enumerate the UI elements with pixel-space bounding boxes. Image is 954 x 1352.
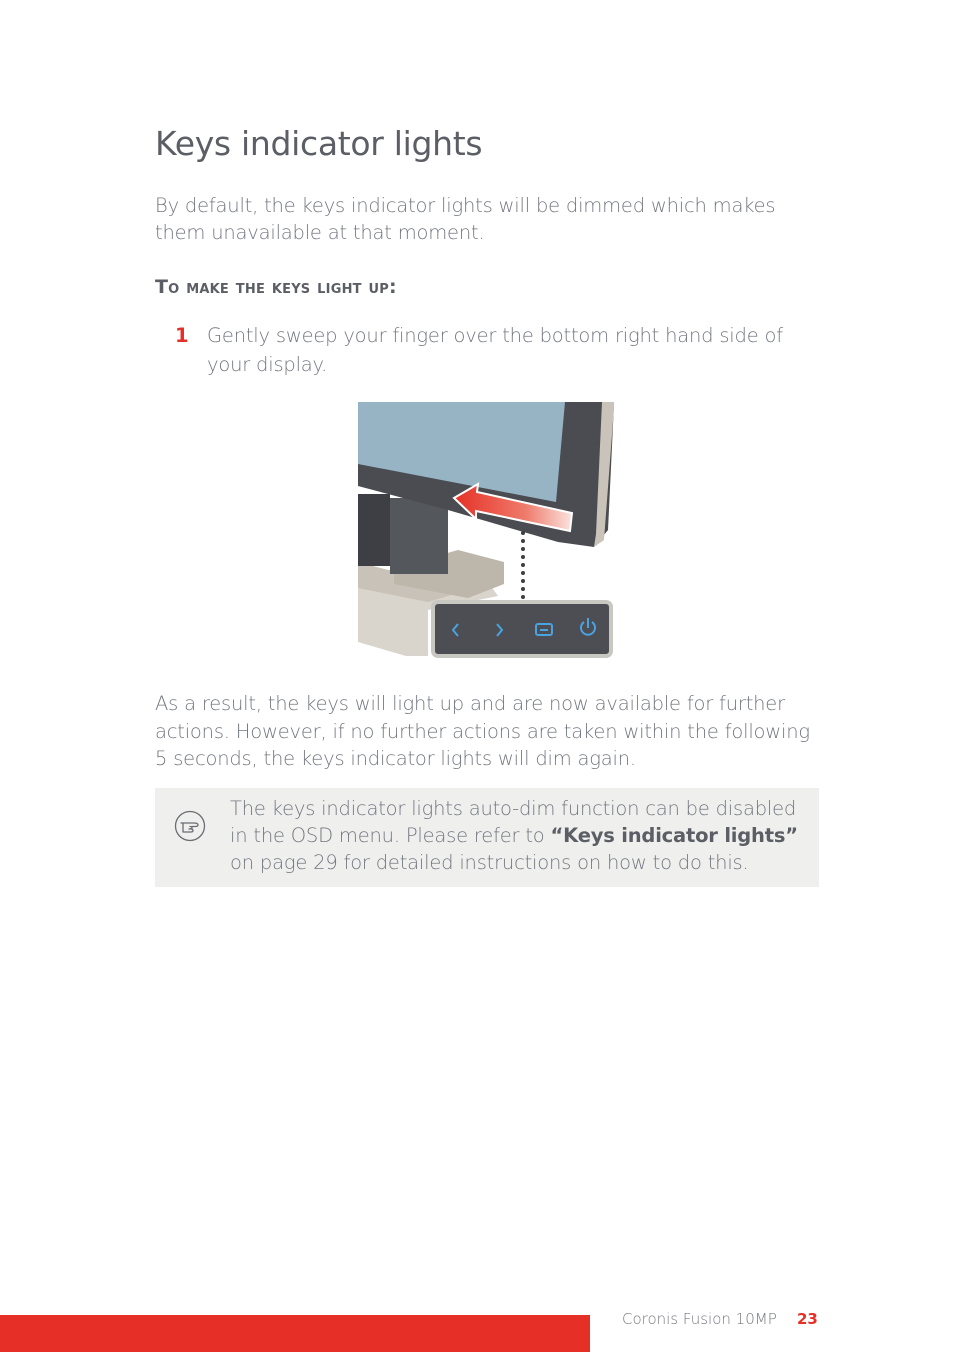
note-text	[230, 795, 805, 876]
step-1	[155, 321, 825, 379]
result-paragraph: As a result, the keys will light up and are now available for further actions. However, if no further actions are taken within the following 5 seconds, the keys indicator lights will dim again.	[155, 692, 810, 770]
note-cross-reference-link[interactable]: “Keys indicator lights”	[550, 824, 798, 847]
monitor-keys-illustration	[358, 402, 615, 660]
note-text-before: The keys indicator lights auto-dim function can be disabled in the OSD menu. Please refer to	[230, 797, 797, 847]
intro-paragraph: By default, the keys indicator lights will be dimmed which makes them unavailable at that moment.	[155, 194, 776, 244]
dotted-connector	[521, 531, 525, 599]
pointing-hand-icon	[174, 810, 206, 842]
note-box	[155, 788, 819, 887]
stand-neck-left	[358, 494, 390, 566]
footer-red-bar	[0, 1315, 590, 1352]
step-number: 1	[175, 324, 189, 347]
procedure-heading: To make the keys light up:	[155, 276, 397, 298]
keys-panel	[433, 602, 611, 656]
note-text-after: on page 29 for detailed instructions on how to do this.	[230, 851, 749, 874]
footer-page-number: 23	[797, 1310, 818, 1328]
step-text: Gently sweep your finger over the bottom right hand side of your display.	[207, 324, 783, 376]
stand-neck	[390, 498, 448, 574]
page-title: Keys indicator lights	[155, 124, 483, 163]
footer-document-title: Coronis Fusion 10MP	[622, 1310, 777, 1328]
